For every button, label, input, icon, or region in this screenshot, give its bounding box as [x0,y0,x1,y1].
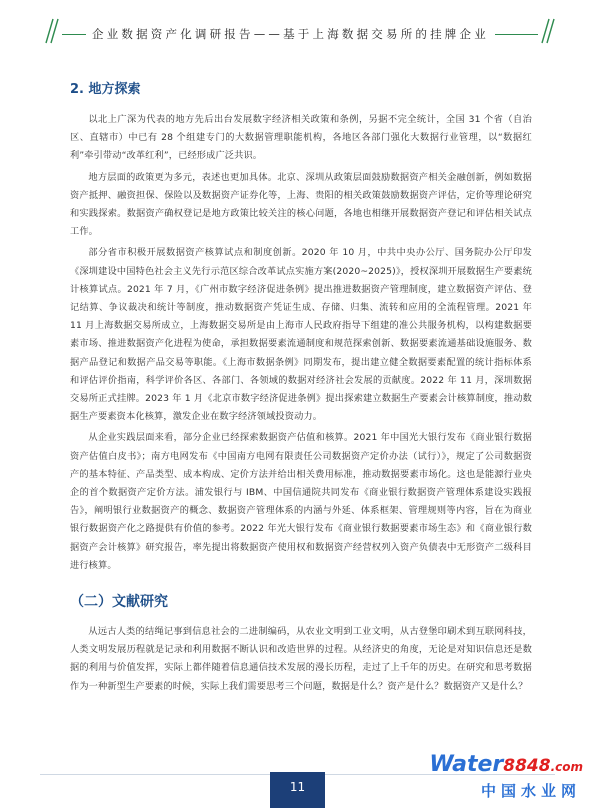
section-heading: 2. 地方探索 [70,82,141,97]
running-header-title: 企业数据资产化调研报告——基于上海数据交易所的挂牌企业 [86,26,495,42]
body-paragraph: 从企业实践层面来看，部分企业已经探索数据资产估值和核算。2021 年中国光大银行发布《商业银行数据资产估值白皮书》；南方电网发布《中国南方电网有限责任公司数据资产定价办法（试行）》，规定了公司数据资产的基本特征、产品类型、成本构成、定价方法并给出相关费用标准，推动数据要素市场化。这也是能源行业央企的首个数据资产定价方法。浦发银行与 IBM、中国信通院共同发布《商业银行数据资产管理体系建设实践报告》，阐明银行业数据资产的概念、数据资产管理体系的内涵与外延、体系框架、管理规则等内容，旨在为商业银行数据资产化之路提供有价值的参考。2022 年光大银行发布《商业银行数据要素市场生态》和《商业银行数据资产会计核算》研究报告，率先提出将数据资产使用权和数据资产经营权列入资产负债表中无形资产二级科目进行核算。 [70,432,532,571]
site-watermark-logo [429,752,587,802]
page-header [0,0,595,56]
watermark-brand [429,752,583,777]
body-paragraph: 部分省市积极开展数据资产核算试点和制度创新。2020 年 10 月，中共中央办公厅、国务院办公厅印发《深圳建设中国特色社会主义先行示范区综合改革试点实施方案(2020~2025)》，授权深圳开展数据生产要素统计核算试点。2021 年 7 月，《广州市数字经济促进条例》提出推进数据资产管理制度，建立数据资产评估、登记结算、争议裁决和统计等制度，推动数据资产凭证生成、存储、归集、流转和应用的全流程管理。2021 年 11 月上海数据交易所成立，上海数据交易所是由上海市人民政府指导下组建的准公共服务机构，以构建数据要素市场、推进数据资产化进程为使命，承担数据要素流通制度和规范探索创新、数据要素流通基础设施服务、数据产品登记和数据产品交易等职能。《上海市数据条例》同期发布，提出建立健全数据要素配置的统计指标体系和评估评价指南，科学评价各区、各部门、各领域的数据对经济社会发展的贡献度。2022 年 11 月，深圳数据交易所正式挂牌。2023 年 1 月《北京市数字经济促进条例》提出探索建立数据生产要素会计核算制度，推动数据生产要素资本化核算，激发企业在数字经济领域投资动力。 [70,247,532,423]
body-paragraph: 从远古人类的结绳记事到信息社会的二进制编码，从农业文明到工业文明，从古登堡印刷术到互联网科技，人类文明发展历程就是记录和利用数据不断认识和改造世界的过程。从经济史的角度，无论是对知识信息还是数据的利用与价值发挥，实际上都伴随着信息通信技术发展的漫长历程，走过了上千年的历史。在研究和思考数据作为一种新型生产要素的时候，实际上我们需要思考三个问题，数据是什么？资产是什么？数据资产又是什么？ [70,626,532,692]
page-number: 11 [270,772,325,808]
main-content [70,78,532,699]
header-slash-decoration-icon [44,18,60,44]
watermark-brand-number: 8848 [503,756,551,776]
header-slash-decoration-icon [540,18,556,44]
watermark-brand-word: Water [429,752,504,777]
body-paragraph: 地方层面的政策更为多元，表述也更加具体。北京、深圳从政策层面鼓励数据资产相关金融创新，例如数据资产抵押、融资担保、保险以及数据资产证券化等，上海、贵阳的相关政策鼓励数据资产评估，定价等理论研究和实践探索。数据资产确权登记是地方政策比较关注的核心问题，各地也相继开展数据资产登记和评估相关试点工作。 [70,171,532,238]
watermark-brand-suffix: .com [550,760,583,774]
watermark-brand-cn: 中国水业网 [480,782,581,800]
body-paragraph: 以北上广深为代表的地方先后出台发展数字经济相关政策和条例，另据不完全统计，全国 31 个省（自治区、直辖市）中已有 28 个组建专门的大数据管理职能机构，各地区各部门强化大数据行业管理，以“数据红利”牵引带动“改革红利”，已经形成广泛共识。 [70,114,532,162]
section-heading: （二）文献研究 [70,594,168,611]
